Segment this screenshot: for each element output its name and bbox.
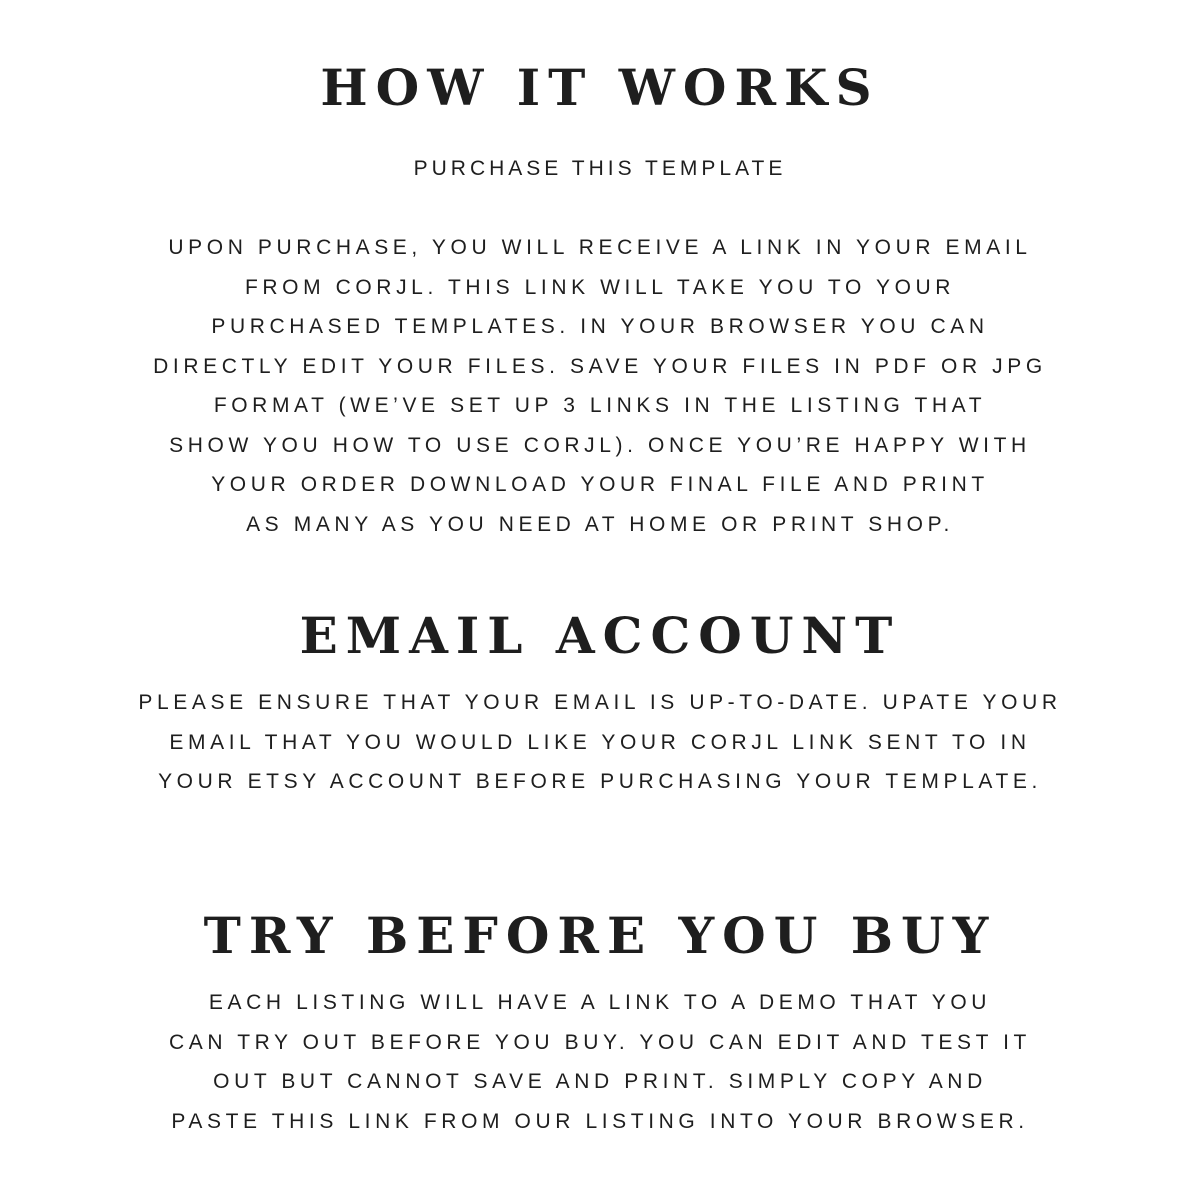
how-it-works-paragraph	[0, 228, 1200, 544]
paragraph-line: FROM CORJL. THIS LINK WILL TAKE YOU TO YOUR	[244, 275, 956, 299]
paragraph-line: PASTE THIS LINK FROM OUR LISTING INTO YOUR BROWSER.	[171, 1109, 1029, 1133]
try-before-you-buy-heading: TRY BEFORE YOU BUY	[203, 906, 997, 965]
try-before-you-buy-paragraph	[0, 983, 1200, 1141]
paragraph-line: CAN TRY OUT BEFORE YOU BUY. YOU CAN EDIT AND TEST IT	[169, 1030, 1031, 1054]
paragraph-line: EACH LISTING WILL HAVE A LINK TO A DEMO THAT YOU	[208, 991, 992, 1014]
email-account-paragraph	[0, 683, 1200, 802]
paragraph-line: DIRECTLY EDIT YOUR FILES. SAVE YOUR FILES IN PDF OR JPG	[153, 354, 1047, 378]
purchase-template-subtitle: PURCHASE THIS TEMPLATE	[413, 157, 787, 180]
paragraph-line: PLEASE ENSURE THAT YOUR EMAIL IS UP-TO-DATE. UPATE YOUR	[138, 691, 1062, 714]
paragraph-line: YOUR ORDER DOWNLOAD YOUR FINAL FILE AND PRINT	[211, 473, 989, 496]
paragraph-line: YOUR ETSY ACCOUNT BEFORE PURCHASING YOUR TEMPLATE.	[158, 770, 1042, 793]
paragraph-line: SHOW YOU HOW TO USE CORJL). ONCE YOU’RE HAPPY WITH	[169, 433, 1031, 457]
paragraph-line: FORMAT (WE’VE SET UP 3 LINKS IN THE LISTING THAT	[213, 394, 987, 417]
paragraph-line: PURCHASED TEMPLATES. IN YOUR BROWSER YOU CAN	[211, 315, 989, 338]
paragraph-line: OUT BUT CANNOT SAVE AND PRINT. SIMPLY COPY AND	[213, 1070, 987, 1093]
email-account-heading: EMAIL ACCOUNT	[299, 606, 901, 665]
paragraph-line: AS MANY AS YOU NEED AT HOME OR PRINT SHOP.	[246, 512, 954, 536]
how-it-works-heading: HOW IT WORKS	[320, 58, 880, 117]
paragraph-line: EMAIL THAT YOU WOULD LIKE YOUR CORJL LINK SENT TO IN	[169, 730, 1031, 754]
paragraph-line: UPON PURCHASE, YOU WILL RECEIVE A LINK IN YOUR EMAIL	[168, 236, 1032, 259]
